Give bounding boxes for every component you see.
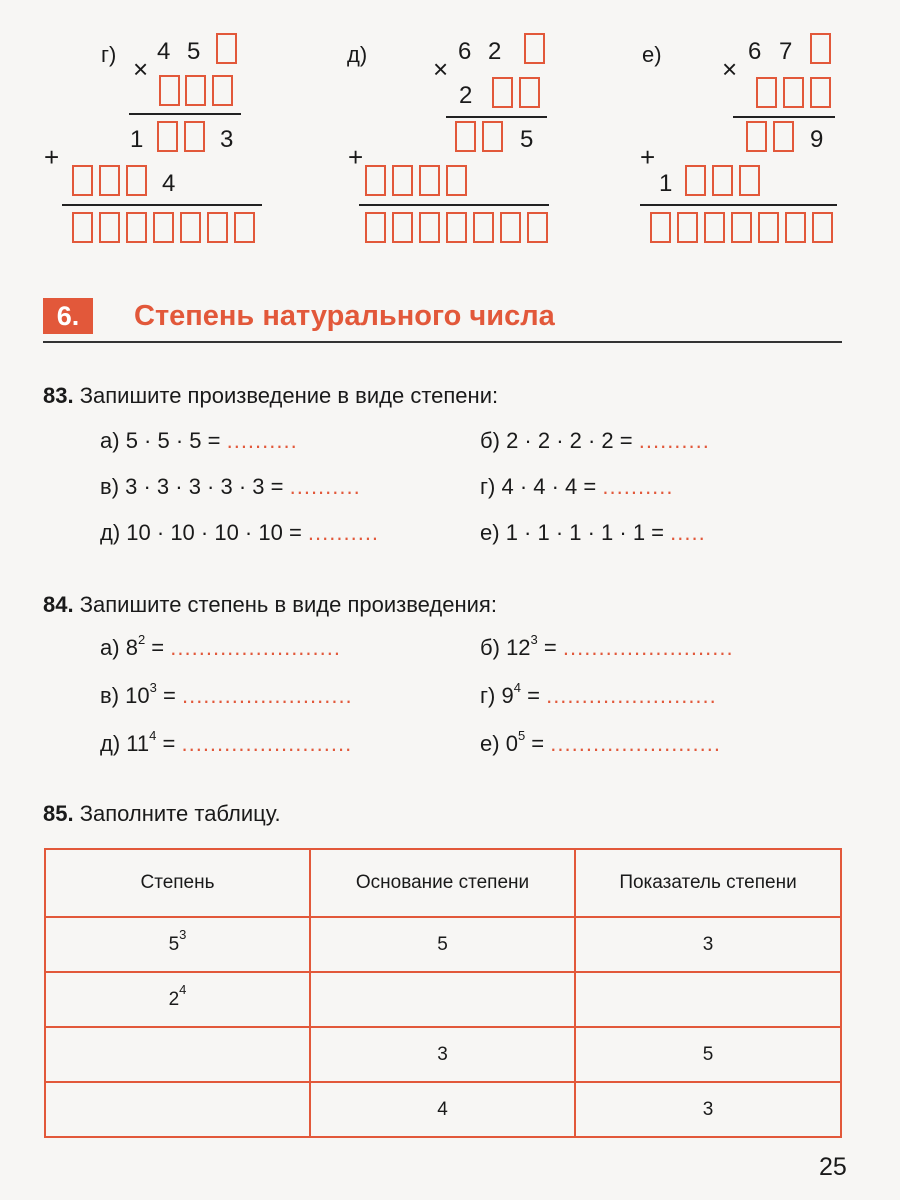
digit-box[interactable] <box>677 212 698 243</box>
digit-box[interactable] <box>746 121 767 152</box>
power-exponent: 4 <box>179 981 187 997</box>
digit-box[interactable] <box>756 77 777 108</box>
digit-box[interactable] <box>180 212 201 243</box>
item-expression: 4 · 4 · 4 = <box>501 474 597 499</box>
power-expression <box>501 680 521 708</box>
digit-box[interactable] <box>812 212 833 243</box>
digit-box[interactable] <box>419 165 440 196</box>
equals-sign: = <box>543 635 557 660</box>
answer-blank[interactable]: ........................ <box>546 683 717 708</box>
puzzle-label: е) <box>642 42 662 67</box>
equals-sign: = <box>162 731 176 756</box>
digit-box[interactable] <box>492 77 513 108</box>
digit: 4 <box>157 38 171 65</box>
power-exponent: 4 <box>149 728 157 743</box>
digit: 4 <box>162 170 176 197</box>
power-exponent: 3 <box>530 632 538 647</box>
power-expression <box>125 632 146 660</box>
digit-box[interactable] <box>446 212 467 243</box>
exercise-item <box>100 428 298 454</box>
column-header: Основание степени <box>310 849 575 917</box>
rule-line <box>733 116 835 118</box>
section-divider <box>43 341 842 343</box>
table-cell-exponent[interactable]: 5 <box>575 1027 841 1082</box>
digit: 2 <box>459 82 473 109</box>
digit-box[interactable] <box>758 212 779 243</box>
digit: 7 <box>779 38 793 65</box>
digit-box[interactable] <box>216 33 237 64</box>
digit-box[interactable] <box>810 77 831 108</box>
puzzle-label: г) <box>101 42 117 67</box>
item-label: д) <box>100 520 121 545</box>
exercise-heading <box>43 383 498 409</box>
digit-box[interactable] <box>365 165 386 196</box>
digit-box[interactable] <box>527 212 548 243</box>
digit-box[interactable] <box>650 212 671 243</box>
plus-sign: + <box>640 142 656 172</box>
digit: 5 <box>520 126 534 153</box>
item-expression: 1 · 1 · 1 · 1 · 1 = <box>505 520 665 545</box>
answer-blank[interactable]: .......... <box>638 428 710 453</box>
digit-box[interactable] <box>185 75 206 106</box>
answer-blank[interactable]: ........................ <box>181 731 353 756</box>
section-title: Степень натурального числа <box>134 300 555 332</box>
power-exponent: 5 <box>517 728 526 743</box>
answer-blank[interactable]: ........................ <box>181 683 353 708</box>
power-base: 2 <box>168 988 180 1010</box>
digit-box[interactable] <box>785 212 806 243</box>
equals-sign: = <box>531 731 545 756</box>
power-base: 5 <box>168 933 180 955</box>
table-cell-exponent[interactable] <box>575 972 841 1027</box>
equals-sign: = <box>151 635 165 660</box>
item-expression: 10 · 10 · 10 · 10 = <box>126 520 302 545</box>
exercise-item <box>480 632 734 661</box>
digit-box[interactable] <box>712 165 733 196</box>
times-sign: × <box>433 54 449 84</box>
table-header-row <box>45 849 841 917</box>
exercise-item <box>480 474 674 500</box>
exercise-prompt: Запишите степень в виде произведения: <box>79 592 497 617</box>
exercise-item <box>100 728 353 757</box>
power-base: 9 <box>501 683 514 708</box>
equals-sign: = <box>527 683 540 708</box>
item-expression: 5 · 5 · 5 = <box>125 428 221 453</box>
power-expression <box>126 728 157 756</box>
table-cell-power[interactable] <box>45 1027 310 1082</box>
power-expression <box>505 728 526 756</box>
digit-box[interactable] <box>739 165 760 196</box>
exercise-heading <box>43 801 281 827</box>
item-label: е) <box>480 520 500 545</box>
power-exponent: 3 <box>149 680 157 695</box>
digit-box[interactable] <box>126 212 147 243</box>
exercise-prompt: Запишите произведение в виде степени: <box>79 383 499 408</box>
column-header: Показатель степени <box>575 849 841 917</box>
column-header: Степень <box>45 849 310 917</box>
item-label: г) <box>480 683 496 708</box>
digit-box[interactable] <box>704 212 725 243</box>
table-cell-power[interactable] <box>45 972 310 1027</box>
digit-box[interactable] <box>783 77 804 108</box>
table-row <box>45 972 841 1027</box>
item-label: е) <box>480 731 500 756</box>
digit-box[interactable] <box>184 121 205 152</box>
rule-line <box>446 116 547 118</box>
page-number: 25 <box>819 1153 847 1181</box>
power-base: 8 <box>125 635 138 660</box>
item-label: в) <box>100 683 120 708</box>
item-label: в) <box>100 474 120 499</box>
digit-box[interactable] <box>392 212 413 243</box>
exercise-number: 85. <box>43 801 74 826</box>
digit: 1 <box>659 170 673 197</box>
digit-box[interactable] <box>446 165 467 196</box>
answer-blank[interactable]: .......... <box>602 474 674 499</box>
exercise-item <box>100 680 353 709</box>
digit: 6 <box>458 38 472 65</box>
digit-box[interactable] <box>685 165 706 196</box>
exercise-item <box>480 428 710 454</box>
table-cell-power[interactable] <box>45 917 310 972</box>
plus-sign: + <box>44 142 60 172</box>
answer-blank[interactable]: ..... <box>670 520 706 545</box>
digit-box[interactable] <box>159 75 180 106</box>
digit: 9 <box>810 126 824 153</box>
power-expression <box>506 632 538 660</box>
digit-box[interactable] <box>365 212 386 243</box>
power-exponent: 2 <box>137 632 146 647</box>
digit-box[interactable] <box>72 165 93 196</box>
item-label: б) <box>480 428 500 453</box>
exercise-item <box>100 474 361 500</box>
answer-blank[interactable]: ........................ <box>170 635 341 660</box>
plus-sign: + <box>348 142 364 172</box>
table-row <box>45 917 841 972</box>
digit: 2 <box>488 38 502 65</box>
powers-table <box>44 848 842 1138</box>
times-sign: × <box>133 54 149 84</box>
digit-box[interactable] <box>482 121 503 152</box>
rule-line <box>640 204 837 206</box>
exercise-number: 83. <box>43 383 74 408</box>
item-label: а) <box>100 635 120 660</box>
digit-box[interactable] <box>99 212 120 243</box>
item-expression: 3 · 3 · 3 · 3 · 3 = <box>125 474 284 499</box>
table-cell-base[interactable] <box>310 972 575 1027</box>
power-base: 11 <box>126 731 150 756</box>
item-expression: 2 · 2 · 2 · 2 = <box>506 428 633 453</box>
exercise-number: 84. <box>43 592 74 617</box>
digit-box[interactable] <box>126 165 147 196</box>
digit-box[interactable] <box>519 77 540 108</box>
power-expression <box>125 680 157 708</box>
item-label: г) <box>480 474 496 499</box>
times-sign: × <box>722 54 738 84</box>
table-cell-power[interactable] <box>45 1082 310 1137</box>
digit-box[interactable] <box>455 121 476 152</box>
digit-box[interactable] <box>234 212 255 243</box>
table-cell-exponent[interactable]: 3 <box>575 917 841 972</box>
equals-sign: = <box>162 683 176 708</box>
exercise-item <box>480 728 721 757</box>
exercise-item <box>480 680 717 709</box>
power-base: 0 <box>505 731 518 756</box>
digit-box[interactable] <box>810 33 831 64</box>
digit: 5 <box>187 38 201 65</box>
digit-box[interactable] <box>153 212 174 243</box>
digit-box[interactable] <box>212 75 233 106</box>
section-number: 6. <box>43 298 93 334</box>
exercise-heading <box>43 592 497 618</box>
digit-box[interactable] <box>473 212 494 243</box>
exercise-item <box>480 520 706 546</box>
rule-line <box>359 204 549 206</box>
digit-box[interactable] <box>392 165 413 196</box>
table-cell-exponent[interactable]: 3 <box>575 1082 841 1137</box>
rule-line <box>62 204 262 206</box>
table-cell-base[interactable]: 4 <box>310 1082 575 1137</box>
power-exponent: 4 <box>513 680 521 695</box>
digit-box[interactable] <box>207 212 228 243</box>
table-row <box>45 1027 841 1082</box>
digit-box[interactable] <box>731 212 752 243</box>
exercise-prompt: Заполните таблицу. <box>79 801 281 826</box>
answer-blank[interactable]: ........................ <box>562 635 734 660</box>
digit-box[interactable] <box>157 121 178 152</box>
item-label: б) <box>480 635 500 660</box>
rule-line <box>129 113 241 115</box>
digit-box[interactable] <box>419 212 440 243</box>
digit: 3 <box>220 126 234 153</box>
answer-blank[interactable]: .......... <box>226 428 298 453</box>
digit-box[interactable] <box>72 212 93 243</box>
item-label: а) <box>100 428 120 453</box>
answer-blank[interactable]: .......... <box>307 520 380 545</box>
answer-blank[interactable]: ........................ <box>550 731 721 756</box>
power-base: 12 <box>506 635 531 660</box>
puzzle-label: д) <box>347 42 368 67</box>
digit-box[interactable] <box>99 165 120 196</box>
item-label: д) <box>100 731 121 756</box>
digit-box[interactable] <box>524 33 545 64</box>
digit-box[interactable] <box>500 212 521 243</box>
table-row <box>45 1082 841 1137</box>
exercise-item <box>100 520 379 546</box>
answer-blank[interactable]: .......... <box>289 474 361 499</box>
power-base: 10 <box>125 683 150 708</box>
digit-box[interactable] <box>773 121 794 152</box>
power-exponent: 3 <box>179 926 187 942</box>
table-cell-base[interactable]: 3 <box>310 1027 575 1082</box>
table-cell-base[interactable]: 5 <box>310 917 575 972</box>
exercise-item <box>100 632 341 661</box>
digit: 6 <box>748 38 762 65</box>
digit: 1 <box>130 126 144 153</box>
